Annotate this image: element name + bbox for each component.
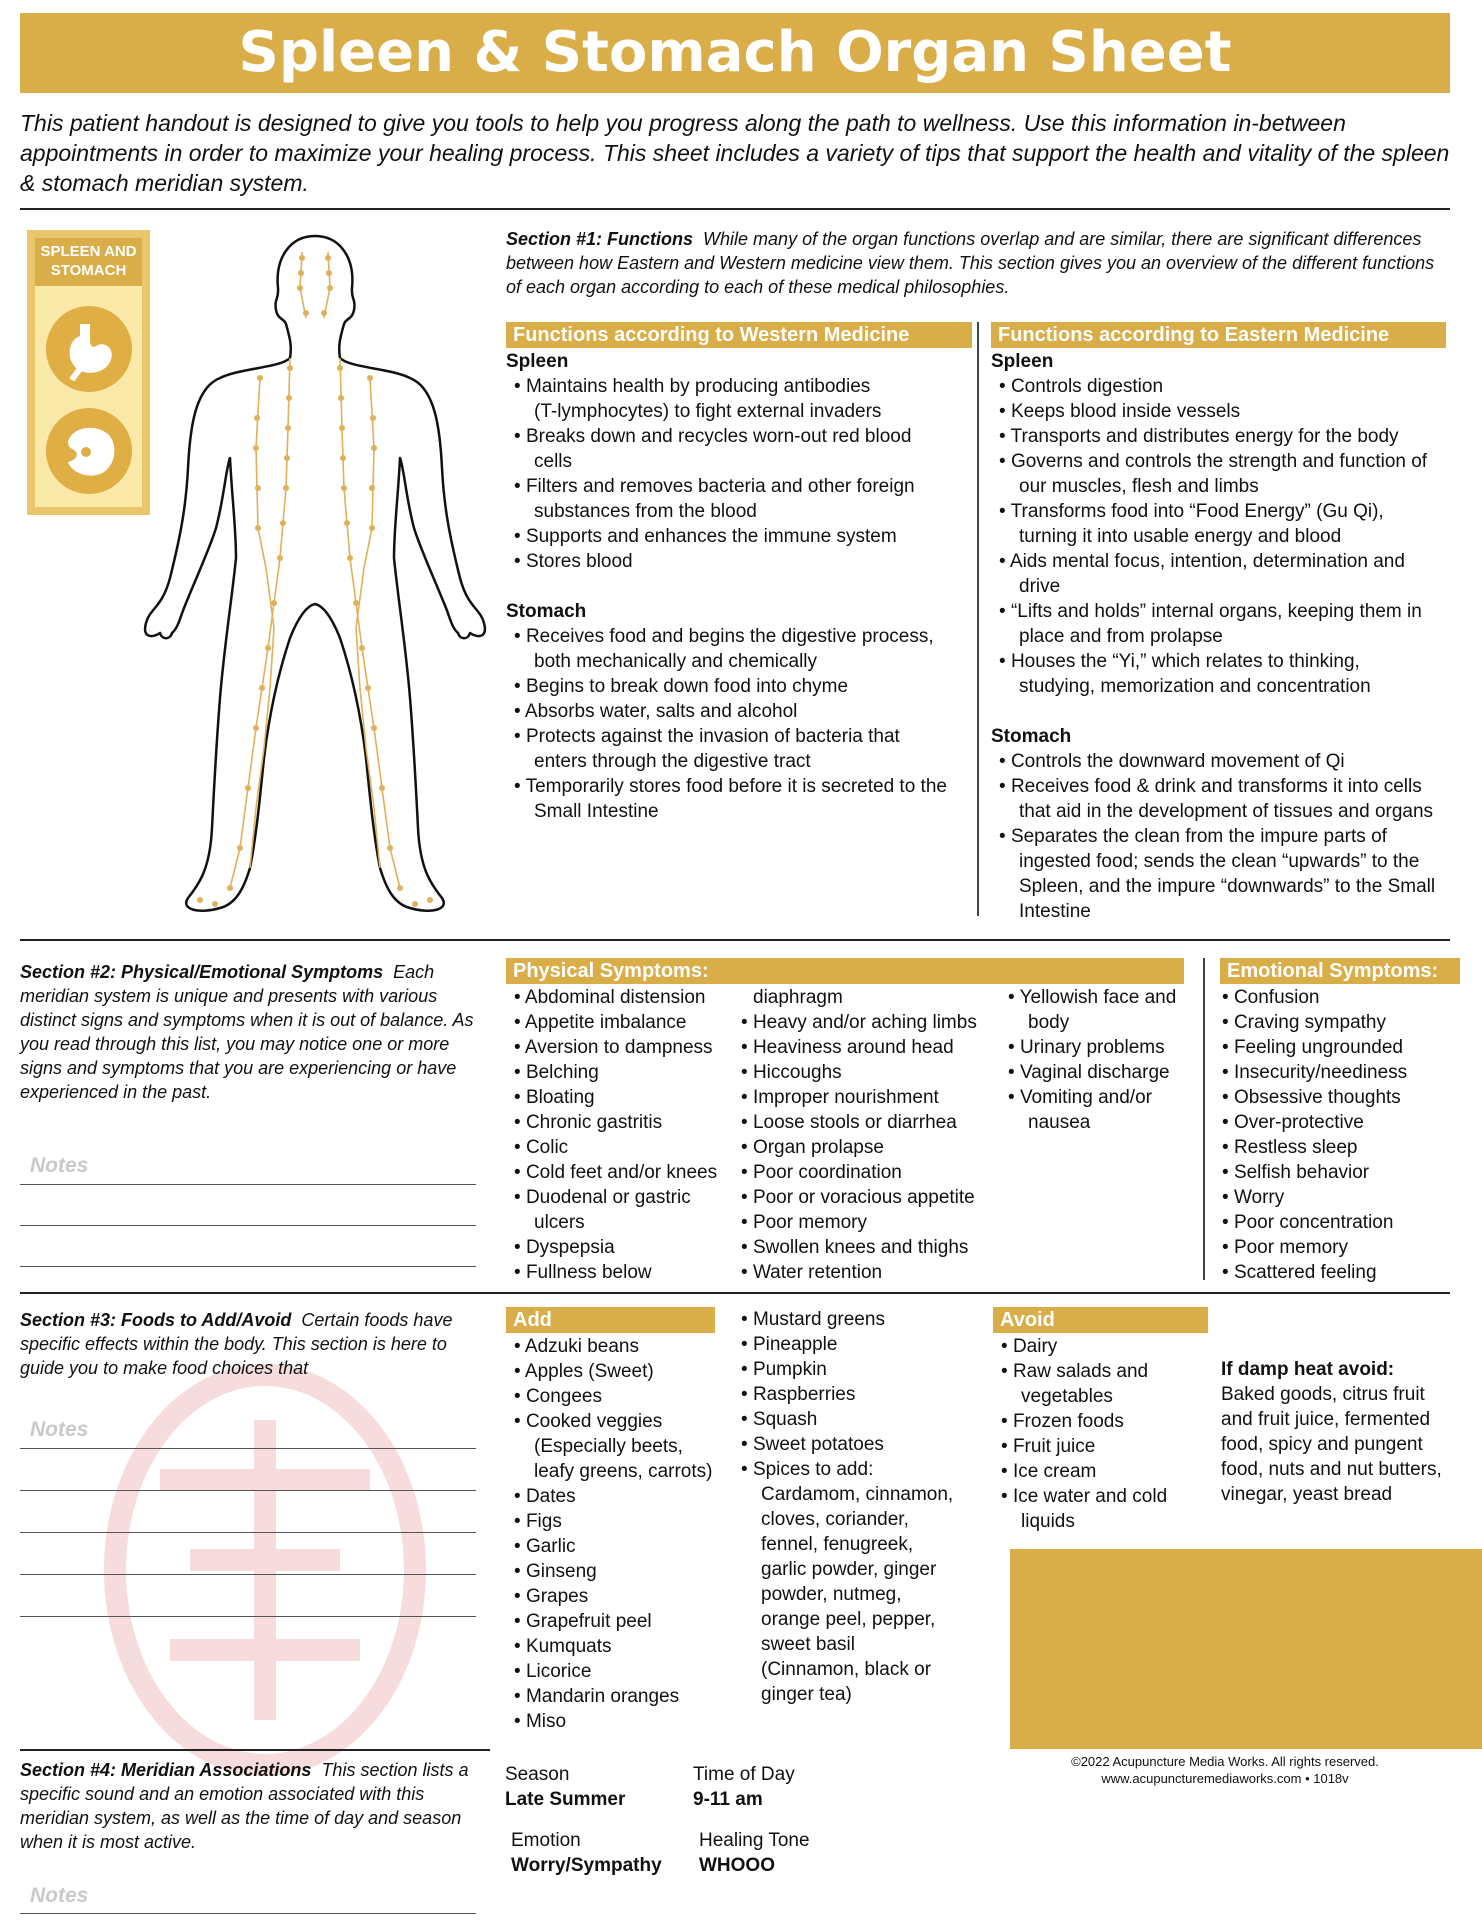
list-item: • Pumpkin [733, 1357, 993, 1382]
list-item: ginger tea) [761, 1684, 852, 1705]
list-item: • Controls digestion [991, 374, 1461, 399]
time-label: Time of Day [693, 1764, 795, 1785]
list-item: • Controls the downward movement of Qi [991, 749, 1461, 774]
list-item: • Poor concentration [1214, 1210, 1464, 1235]
note-line [20, 1574, 476, 1575]
add-header: Add [506, 1307, 715, 1333]
list-item: • Grapes [506, 1584, 736, 1609]
emotional-symptoms-header: Emotional Symptoms: [1220, 958, 1460, 984]
eastern-stomach-list [991, 749, 1461, 924]
list-item: • Congees [506, 1384, 736, 1409]
list-item: • Licorice [506, 1659, 736, 1684]
add-col2 [733, 1307, 993, 1707]
emotional-col [1214, 985, 1464, 1285]
intro-text: This patient handout is designed to give you tools to help you progress along the path to wellness. Use this information in-between appointments in order to maximize your healing process. This sheet includes a variety of tips that support the health and vitality of the spleen & stomach meridian system. [20, 110, 1450, 196]
list-item: • Breaks down and recycles worn-out red blood [506, 424, 986, 449]
title-bar [20, 13, 1450, 93]
time-block [693, 1762, 795, 1812]
section3-text: Certain foods have specific effects within the body. This section is here to guide you to make food choices that [20, 1310, 453, 1378]
list-item: • Swollen knees and thighs [733, 1235, 995, 1260]
list-item: • Duodenal or gastric [506, 1185, 736, 1210]
list-item: • Insecurity/neediness [1214, 1060, 1464, 1085]
list-item: • Bloating [506, 1085, 736, 1110]
list-item: place and from prolapse [1019, 626, 1223, 647]
list-item: • Poor coordination [733, 1160, 995, 1185]
physical-col2 [733, 985, 995, 1285]
list-item: • “Lifts and holds” internal organs, keeping them in [991, 599, 1461, 624]
list-item: • Dates [506, 1484, 736, 1509]
season-block [505, 1762, 625, 1812]
physical-col2-cont: diaphragm [753, 987, 843, 1008]
section3-intro [20, 1308, 460, 1380]
list-item: • Raspberries [733, 1382, 993, 1407]
list-item: • Vaginal discharge [1000, 1060, 1200, 1085]
list-item: Intestine [1019, 901, 1091, 922]
list-item: drive [1019, 576, 1061, 597]
notes-label: Notes [30, 1418, 89, 1441]
list-item: • Squash [733, 1407, 993, 1432]
section1-text: While many of the organ functions overlap and are similar, there are significant differences between how Eastern and Western medicine view them. This section gives you an overview of the different functions of each organ according to each of these medical philosophies. [506, 229, 1435, 297]
organ-icon-panel [27, 230, 150, 515]
body-meridian-figure [140, 228, 490, 918]
list-item: • Keeps blood inside vessels [991, 399, 1461, 424]
list-item: • Ice cream [993, 1459, 1213, 1484]
list-item: • Cold feet and/or knees [506, 1160, 736, 1185]
icon-panel-label: SPLEEN AND STOMACH [35, 238, 142, 286]
list-item: studying, memorization and concentration [1019, 676, 1371, 697]
divider [20, 1292, 1450, 1294]
note-line [20, 1448, 476, 1449]
physical-symptoms-header: Physical Symptoms: [506, 958, 1184, 984]
list-item: • Colic [506, 1135, 736, 1160]
list-item: • Scattered feeling [1214, 1260, 1464, 1285]
list-item: • Pineapple [733, 1332, 993, 1357]
list-item: nausea [1028, 1112, 1091, 1133]
list-item: both mechanically and chemically [534, 651, 818, 672]
physical-col1-list [506, 985, 736, 1285]
list-item: • Over-protective [1214, 1110, 1464, 1135]
avoid-col [993, 1334, 1213, 1534]
list-item: sweet basil [761, 1634, 855, 1655]
damp-heat-text: Baked goods, citrus fruit and fruit juice, fermented food, spicy and pungent food, nuts and nut butters, vinegar, yeast bread [1221, 1384, 1442, 1505]
avoid-list [993, 1334, 1213, 1534]
list-item: • Water retention [733, 1260, 995, 1285]
list-item: • Heaviness around head [733, 1035, 995, 1060]
list-item: • Heavy and/or aching limbs [733, 1010, 995, 1035]
list-item: • Selfish behavior [1214, 1160, 1464, 1185]
list-item: fennel, fenugreek, [761, 1534, 914, 1555]
note-line [20, 1532, 476, 1533]
list-item: • Organ prolapse [733, 1135, 995, 1160]
list-item: • Frozen foods [993, 1409, 1213, 1434]
season-label: Season [505, 1764, 570, 1785]
list-item: • Miso [506, 1709, 736, 1734]
avoid-header: Avoid [993, 1307, 1208, 1333]
list-item: • Fruit juice [993, 1434, 1213, 1459]
list-item: garlic powder, ginger [761, 1559, 937, 1580]
western-column [506, 349, 986, 824]
list-item: • Obsessive thoughts [1214, 1085, 1464, 1110]
list-item: • Mandarin oranges [506, 1684, 736, 1709]
copyright [1010, 1753, 1440, 1787]
column-divider [977, 322, 979, 916]
list-item: • Fullness below [506, 1260, 736, 1285]
list-item: • Yellowish face and [1000, 985, 1200, 1010]
add-col1-list [506, 1334, 736, 1734]
seal-watermark-icon [100, 1360, 430, 1780]
list-item: • Poor memory [733, 1210, 995, 1235]
list-item: • Belching [506, 1060, 736, 1085]
list-item: ingested food; sends the clean “upwards” to the [1019, 851, 1420, 872]
list-item: • Aids mental focus, intention, determination and [991, 549, 1461, 574]
section3-heading: Section #3: Foods to Add/Avoid [20, 1310, 292, 1330]
list-item: • Sweet potatoes [733, 1432, 993, 1457]
list-item: our muscles, flesh and limbs [1019, 476, 1259, 497]
eastern-stomach-label: Stomach [991, 726, 1072, 747]
list-item: • Receives food and begins the digestive process, [506, 624, 986, 649]
note-line [20, 1225, 476, 1226]
list-item: • Appetite imbalance [506, 1010, 736, 1035]
list-item: • Cooked veggies [506, 1409, 736, 1434]
divider [20, 939, 1450, 941]
physical-col3 [1000, 985, 1200, 1135]
list-item: • Kumquats [506, 1634, 736, 1659]
tone-block [699, 1828, 810, 1878]
list-item: • Loose stools or diarrhea [733, 1110, 995, 1135]
list-item: • Grapefruit peel [506, 1609, 736, 1634]
list-item: turning it into usable energy and blood [1019, 526, 1342, 547]
list-item: that aid in the development of tissues and organs [1019, 801, 1434, 822]
list-item: • Receives food & drink and transforms it into cells [991, 774, 1461, 799]
list-item: • Filters and removes bacteria and other foreign [506, 474, 986, 499]
emotion-value: Worry/Sympathy [511, 1855, 662, 1876]
add-col1 [506, 1334, 736, 1734]
eastern-column [991, 349, 1461, 924]
list-item: • Chronic gastritis [506, 1110, 736, 1135]
list-item: • Maintains health by producing antibodies [506, 374, 986, 399]
eastern-spleen-label: Spleen [991, 351, 1054, 372]
list-item: • Absorbs water, salts and alcohol [506, 699, 986, 724]
list-item: orange peel, pepper, [761, 1609, 936, 1630]
tone-label: Healing Tone [699, 1830, 810, 1851]
list-item: Cardamom, cinnamon, [761, 1484, 954, 1505]
list-item: vegetables [1021, 1386, 1113, 1407]
note-line [20, 1266, 476, 1267]
section4-heading: Section #4: Meridian Associations [20, 1760, 312, 1780]
list-item: • Apples (Sweet) [506, 1359, 736, 1384]
list-item: • Mustard greens [733, 1307, 993, 1332]
list-item: • Poor or voracious appetite [733, 1185, 995, 1210]
list-item: cells [534, 451, 573, 472]
damp-heat-heading: If damp heat avoid: [1221, 1359, 1395, 1380]
list-item: • Dyspepsia [506, 1235, 736, 1260]
section2-heading: Section #2: Physical/Emotional Symptoms [20, 962, 384, 982]
accent-block [1010, 1549, 1482, 1749]
list-item: • Stores blood [506, 549, 986, 574]
section4-text: This section lists a specific sound and an emotion associated with this meridian system, as well as the time of day and season when it is most active. [20, 1760, 469, 1852]
list-item: • Poor memory [1214, 1235, 1464, 1260]
list-item: • Raw salads and [993, 1359, 1213, 1384]
list-item: substances from the blood [534, 501, 757, 522]
list-item: • Supports and enhances the immune system [506, 524, 986, 549]
list-item: (Cinnamon, black or [761, 1659, 932, 1680]
spleen-icon [46, 408, 132, 494]
list-item: body [1028, 1012, 1070, 1033]
eastern-spleen-list [991, 374, 1461, 699]
column-divider [1203, 958, 1205, 1280]
notes-label: Notes [30, 1154, 89, 1177]
list-item: cloves, coriander, [761, 1509, 909, 1530]
section4-intro [20, 1758, 480, 1854]
list-item: liquids [1021, 1511, 1075, 1532]
list-item: • Worry [1214, 1185, 1464, 1210]
season-value: Late Summer [505, 1789, 626, 1810]
list-item: • Garlic [506, 1534, 736, 1559]
list-item: • Temporarily stores food before it is secreted to the [506, 774, 986, 799]
add-col2-list [733, 1307, 993, 1707]
note-line [20, 1490, 476, 1491]
list-item: (Especially beets, [534, 1436, 683, 1457]
list-item: • Restless sleep [1214, 1135, 1464, 1160]
emotional-list [1214, 985, 1464, 1285]
list-item: (T-lymphocytes) to fight external invaders [534, 401, 882, 422]
section2-intro [20, 960, 480, 1104]
western-spleen-list [506, 374, 986, 574]
stomach-icon [46, 306, 132, 392]
section1-heading: Section #1: Functions [506, 229, 694, 249]
list-item: Spleen, and the impure “downwards” to the Small [1019, 876, 1436, 897]
western-header: Functions according to Western Medicine [506, 322, 972, 348]
physical-col1 [506, 985, 736, 1285]
list-item: • Begins to break down food into chyme [506, 674, 986, 699]
western-spleen-label: Spleen [506, 351, 569, 372]
list-item: • Separates the clean from the impure parts of [991, 824, 1461, 849]
list-item: • Confusion [1214, 985, 1464, 1010]
list-item: • Spices to add: [733, 1457, 993, 1482]
list-item: • Protects against the invasion of bacteria that [506, 724, 986, 749]
list-item: • Abdominal distension [506, 985, 736, 1010]
list-item: • Improper nourishment [733, 1085, 995, 1110]
damp-heat-block [1221, 1357, 1456, 1507]
eastern-header: Functions according to Eastern Medicine [991, 322, 1446, 348]
list-item: • Craving sympathy [1214, 1010, 1464, 1035]
divider [20, 1749, 490, 1751]
section1-intro [506, 227, 1446, 299]
list-item: • Dairy [993, 1334, 1213, 1359]
copyright-line1: ©2022 Acupuncture Media Works. All rights reserved. [1071, 1754, 1379, 1769]
list-item: • Feeling ungrounded [1214, 1035, 1464, 1060]
list-item: • Aversion to dampness [506, 1035, 736, 1060]
note-line [20, 1616, 476, 1617]
divider [20, 208, 1450, 210]
list-item: • Ice water and cold [993, 1484, 1213, 1509]
copyright-line2: www.acupuncturemediaworks.com • 1018v [1101, 1771, 1349, 1786]
time-value: 9-11 am [693, 1789, 763, 1810]
list-item: powder, nutmeg, [761, 1584, 902, 1605]
tone-value: WHOOO [699, 1855, 775, 1876]
list-item: • Urinary problems [1000, 1035, 1200, 1060]
list-item: • Transports and distributes energy for the body [991, 424, 1461, 449]
list-item: • Governs and controls the strength and function of [991, 449, 1461, 474]
physical-col3-list [1000, 985, 1200, 1135]
western-stomach-label: Stomach [506, 601, 587, 622]
list-item: • Ginseng [506, 1559, 736, 1584]
list-item: enters through the digestive tract [534, 751, 811, 772]
list-item: • Figs [506, 1509, 736, 1534]
note-line [20, 1913, 476, 1914]
list-item: • Transforms food into “Food Energy” (Gu Qi), [991, 499, 1461, 524]
western-stomach-list [506, 624, 986, 824]
notes-label: Notes [30, 1884, 89, 1907]
section2-text: Each meridian system is unique and presents with various distinct signs and symptoms when it is out of balance. As you read through this list, you may notice one or more signs and symptoms that you are experiencing or have experienced in the past. [20, 962, 474, 1102]
list-item: • Vomiting and/or [1000, 1085, 1200, 1110]
list-item: leafy greens, carrots) [534, 1461, 713, 1482]
list-item: ulcers [534, 1212, 585, 1233]
note-line [20, 1184, 476, 1185]
emotion-label: Emotion [511, 1830, 581, 1851]
list-item: • Adzuki beans [506, 1334, 736, 1359]
list-item: • Houses the “Yi,” which relates to thinking, [991, 649, 1461, 674]
list-item: Small Intestine [534, 801, 659, 822]
page-title: Spleen & Stomach Organ Sheet [238, 20, 1232, 85]
physical-col2-list [733, 1010, 995, 1285]
list-item: • Hiccoughs [733, 1060, 995, 1085]
emotion-block [511, 1828, 662, 1878]
